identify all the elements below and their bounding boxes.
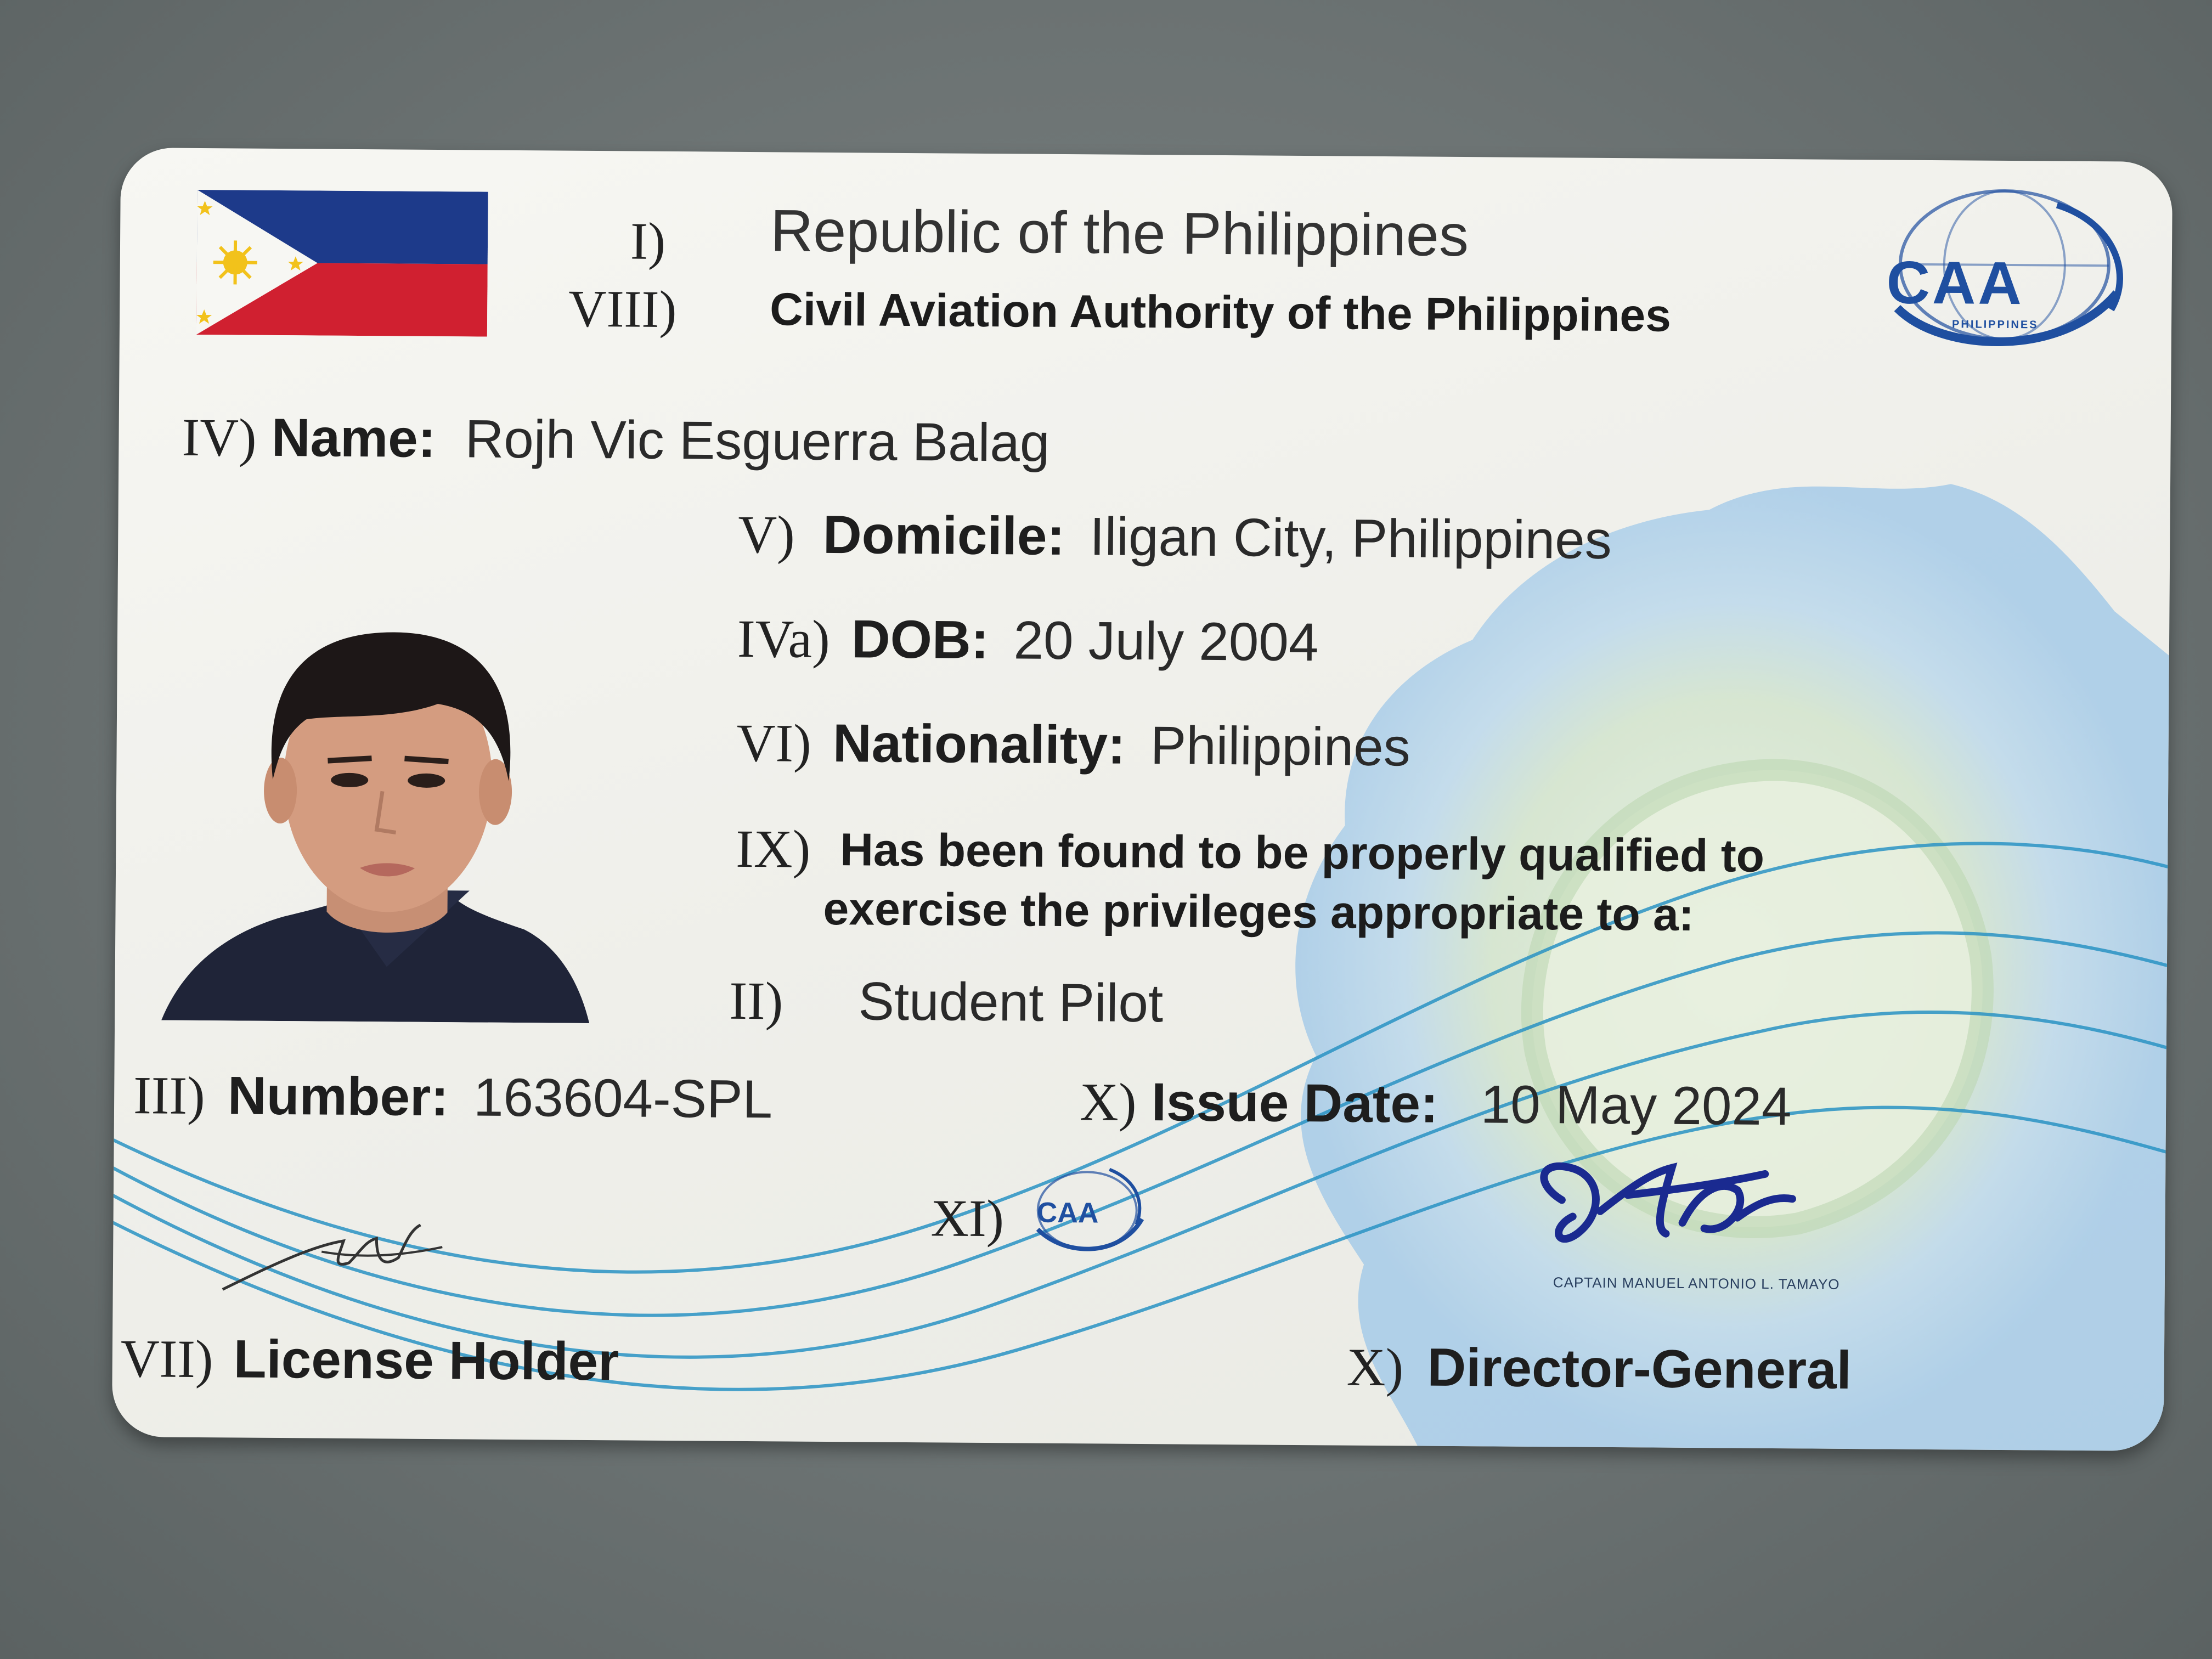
dob-sep: : bbox=[970, 609, 989, 670]
holder-photo bbox=[161, 582, 592, 1023]
seal-number: XI) bbox=[930, 1188, 1005, 1248]
page-subtitle: Civil Aviation Authority of the Philippines bbox=[769, 283, 1672, 341]
issue-date-label: Issue Date bbox=[1151, 1071, 1421, 1134]
nationality-value: Philippines bbox=[1150, 715, 1411, 777]
dob-value: 20 July 2004 bbox=[1013, 610, 1319, 673]
rating-row bbox=[729, 969, 1164, 1035]
caa-logo bbox=[1875, 182, 2134, 370]
holder-label-row bbox=[120, 1327, 619, 1393]
seal-text: CAA bbox=[1036, 1197, 1099, 1229]
number-label: Number bbox=[227, 1065, 431, 1127]
domicile-value: Iligan City, Philippines bbox=[1089, 506, 1612, 570]
nationality-label: Nationality bbox=[832, 713, 1108, 775]
name-row bbox=[182, 406, 1050, 475]
number-row bbox=[133, 1064, 773, 1131]
name-number: IV) bbox=[182, 408, 257, 468]
dob-label: DOB bbox=[851, 608, 972, 670]
caa-logo-text: CAA bbox=[1886, 249, 2024, 318]
domicile-label: Domicile bbox=[822, 504, 1047, 566]
director-number: X) bbox=[1346, 1338, 1404, 1398]
page-title: Republic of the Philippines bbox=[770, 197, 1469, 269]
rating-number: II) bbox=[729, 971, 783, 1031]
nationality-number: VI) bbox=[736, 713, 812, 774]
domicile-row bbox=[738, 503, 1612, 572]
domicile-number: V) bbox=[737, 505, 795, 565]
holder-signature bbox=[212, 1207, 476, 1307]
director-name: CAPTAIN MANUEL ANTONIO L. TAMAYO bbox=[1553, 1274, 1840, 1293]
subtitle-number: VIII) bbox=[568, 279, 677, 339]
holder-label: License Holder bbox=[233, 1328, 619, 1392]
number-sep: : bbox=[430, 1066, 449, 1127]
issue-date-value: 10 May 2024 bbox=[1480, 1074, 1792, 1137]
nationality-sep: : bbox=[1107, 714, 1126, 775]
rating-value: Student Pilot bbox=[858, 970, 1164, 1034]
holder-number: VII) bbox=[120, 1329, 213, 1390]
qualification-line-1: Has been found to be properly qualified to bbox=[840, 823, 1765, 882]
title-number: I) bbox=[630, 211, 666, 270]
issue-date-row bbox=[1080, 1070, 1792, 1138]
name-sep: : bbox=[417, 408, 436, 469]
issue-date-sep: : bbox=[1420, 1073, 1439, 1134]
dob-number: IVa) bbox=[737, 609, 831, 670]
qualification-number: IX) bbox=[735, 819, 811, 879]
director-signature bbox=[1517, 1139, 1826, 1273]
license-card bbox=[112, 148, 2172, 1451]
name-value: Rojh Vic Esguerra Balag bbox=[465, 408, 1050, 473]
philippine-flag-icon bbox=[196, 190, 488, 337]
number-number: III) bbox=[133, 1066, 206, 1126]
dob-row bbox=[737, 607, 1319, 674]
domicile-sep: : bbox=[1047, 505, 1065, 567]
nationality-row bbox=[736, 712, 1410, 779]
caa-logo-subtext: PHILIPPINES bbox=[1952, 318, 2039, 331]
caa-seal bbox=[1026, 1158, 1148, 1269]
issue-date-number: X) bbox=[1079, 1073, 1137, 1132]
director-label-row bbox=[1346, 1336, 1852, 1402]
number-value: 163604-SPL bbox=[473, 1066, 773, 1130]
director-label: Director-General bbox=[1427, 1336, 1852, 1401]
name-label: Name bbox=[271, 407, 419, 469]
qualification-line-2: exercise the privileges appropriate to a: bbox=[823, 882, 1695, 941]
